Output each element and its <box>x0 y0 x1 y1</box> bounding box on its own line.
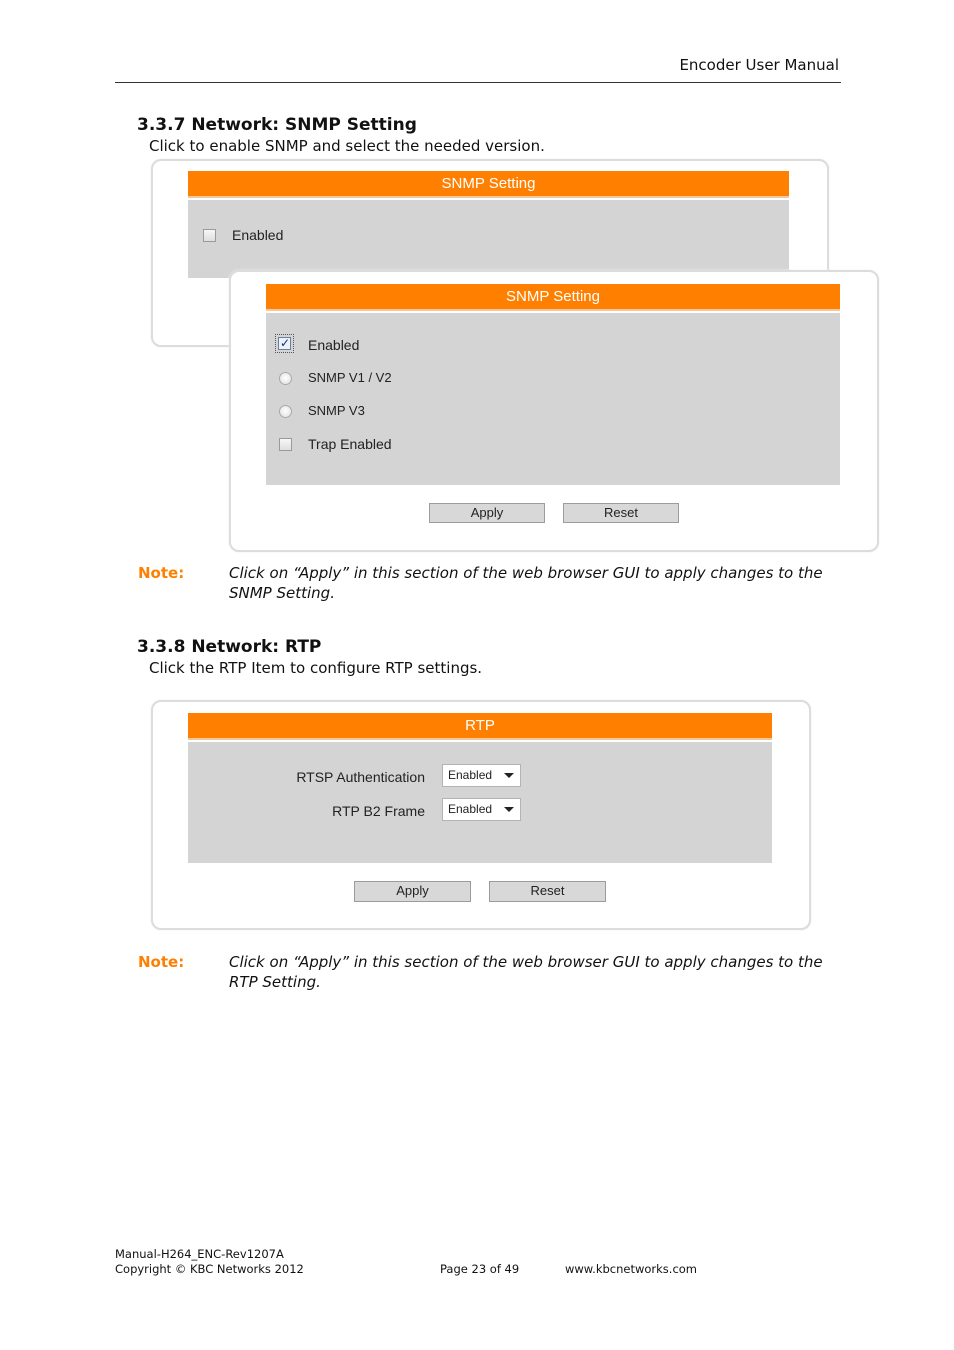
snmp-panel-body <box>266 313 840 485</box>
snmp-v3-label: SNMP V3 <box>308 403 365 418</box>
trap-enabled-checkbox[interactable] <box>279 438 292 451</box>
rtp-screenshot <box>151 700 811 930</box>
section-description-rtp: Click the RTP Item to configure RTP settings. <box>149 659 483 677</box>
enabled-checkbox[interactable] <box>203 229 216 242</box>
document-header-title: Encoder User Manual <box>679 56 839 74</box>
header-divider <box>115 82 841 83</box>
enabled-label: Enabled <box>232 227 284 243</box>
rtp-b2-frame-label: RTP B2 Frame <box>332 803 425 819</box>
enabled-label: Enabled <box>308 337 360 353</box>
rtp-b2-frame-select[interactable] <box>442 798 521 821</box>
snmp-panel-header: SNMP Setting <box>188 171 789 198</box>
footer-page-number: Page 23 of 49 <box>440 1262 520 1276</box>
chevron-down-icon <box>504 773 514 778</box>
note-label: Note: <box>138 953 185 971</box>
snmp-v3-radio[interactable] <box>279 405 292 418</box>
note-label: Note: <box>138 564 185 582</box>
footer-doc-id: Manual-H264_ENC-Rev1207A <box>115 1247 284 1261</box>
rtsp-authentication-select[interactable] <box>442 764 521 787</box>
enabled-checkbox[interactable] <box>278 337 291 350</box>
reset-button[interactable]: Reset <box>563 503 679 523</box>
rtp-b2-frame-value: Enabled <box>448 802 493 816</box>
snmp-panel-header: SNMP Setting <box>266 284 840 311</box>
note-text-snmp: Click on “Apply” in this section of the web browser GUI to apply changes to the SNMP Setting. <box>229 564 823 602</box>
snmp-screenshot-front <box>229 270 879 552</box>
rtp-panel-header: RTP <box>188 713 772 740</box>
snmp-v1v2-radio[interactable] <box>279 372 292 385</box>
check-mark-icon: ✓ <box>280 336 291 350</box>
footer-copyright: Copyright © KBC Networks 2012 <box>115 1262 304 1276</box>
snmp-v1v2-label: SNMP V1 / V2 <box>308 370 392 385</box>
section-title-snmp: 3.3.7 Network: SNMP Setting <box>137 115 417 135</box>
snmp-panel-body <box>188 200 789 278</box>
note-text-rtp: Click on “Apply” in this section of the web browser GUI to apply changes to the RTP Setting. <box>229 953 823 991</box>
trap-enabled-label: Trap Enabled <box>308 436 392 452</box>
rtsp-authentication-value: Enabled <box>448 768 493 782</box>
rtsp-authentication-label: RTSP Authentication <box>296 769 425 785</box>
reset-button[interactable]: Reset <box>489 881 606 902</box>
section-description-snmp: Click to enable SNMP and select the needed version. <box>149 137 545 155</box>
rtp-panel-body <box>188 742 772 863</box>
apply-button[interactable]: Apply <box>429 503 545 523</box>
footer-website: www.kbcnetworks.com <box>565 1262 698 1276</box>
section-title-rtp: 3.3.8 Network: RTP <box>137 637 322 657</box>
chevron-down-icon <box>504 807 514 812</box>
apply-button[interactable]: Apply <box>354 881 471 902</box>
